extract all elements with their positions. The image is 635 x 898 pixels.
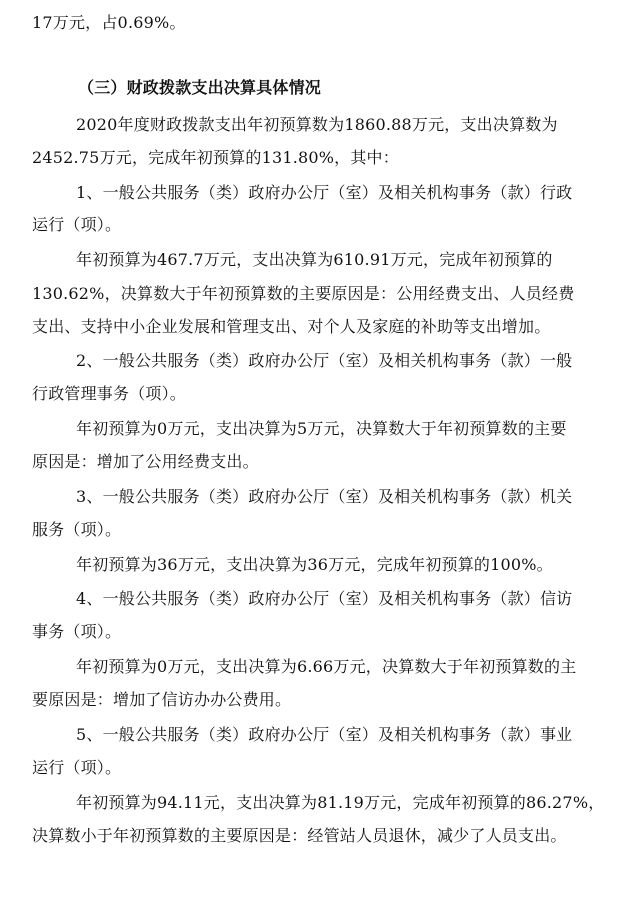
item-heading: 5、一般公共服务（类）政府办公厅（室）及相关机构事务（款）事业: [76, 725, 573, 744]
item-heading-cont: 运行（项）。: [32, 215, 122, 234]
paragraph-line: 要原因是：增加了信访办办公费用。: [32, 690, 292, 709]
paragraph-line: 决算数小于年初预算数的主要原因是：经管站人员退休，减少了人员支出。: [32, 826, 567, 845]
paragraph-line: 2020年度财政拨款支出年初预算数为1860.88万元，支出决算数为: [76, 115, 558, 134]
text-line: 17万元，占0.69%。: [32, 13, 186, 32]
item-heading: 4、一般公共服务（类）政府办公厅（室）及相关机构事务（款）信访: [76, 589, 573, 608]
item-heading-cont: 事务（项）。: [32, 622, 122, 641]
paragraph-line: 年初预算为94.11元，支出决算为81.19万元，完成年初预算的86.27%，: [76, 793, 605, 812]
paragraph-line: 年初预算为0万元，支出决算为5万元，决算数大于年初预算数的主要: [76, 419, 567, 438]
item-heading: 2、一般公共服务（类）政府办公厅（室）及相关机构事务（款）一般: [76, 351, 573, 370]
item-heading-cont: 服务（项）。: [32, 520, 122, 539]
paragraph-line: 年初预算为0万元，支出决算为6.66万元，决算数大于年初预算数的主: [76, 657, 577, 676]
item-heading: 1、一般公共服务（类）政府办公厅（室）及相关机构事务（款）行政: [76, 183, 573, 202]
paragraph-line: 年初预算为36万元，支出决算为36万元，完成年初预算的100%。: [76, 555, 553, 574]
paragraph-line: 2452.75万元，完成年初预算的131.80%，其中：: [32, 148, 399, 167]
paragraph-line: 支出、支持中小企业发展和管理支出、对个人及家庭的补助等支出增加。: [32, 317, 551, 336]
section-heading: （三）财政拨款支出决算具体情况: [78, 78, 322, 97]
item-heading: 3、一般公共服务（类）政府办公厅（室）及相关机构事务（款）机关: [76, 487, 573, 506]
paragraph-line: 原因是：增加了公用经费支出。: [32, 452, 259, 471]
item-heading-cont: 运行（项）。: [32, 758, 122, 777]
item-heading-cont: 行政管理事务（项）。: [32, 384, 187, 403]
paragraph-line: 130.62%，决算数大于年初预算数的主要原因是：公用经费支出、人员经费: [32, 284, 575, 303]
paragraph-line: 年初预算为467.7万元，支出决算为610.91万元，完成年初预算的: [76, 250, 553, 269]
